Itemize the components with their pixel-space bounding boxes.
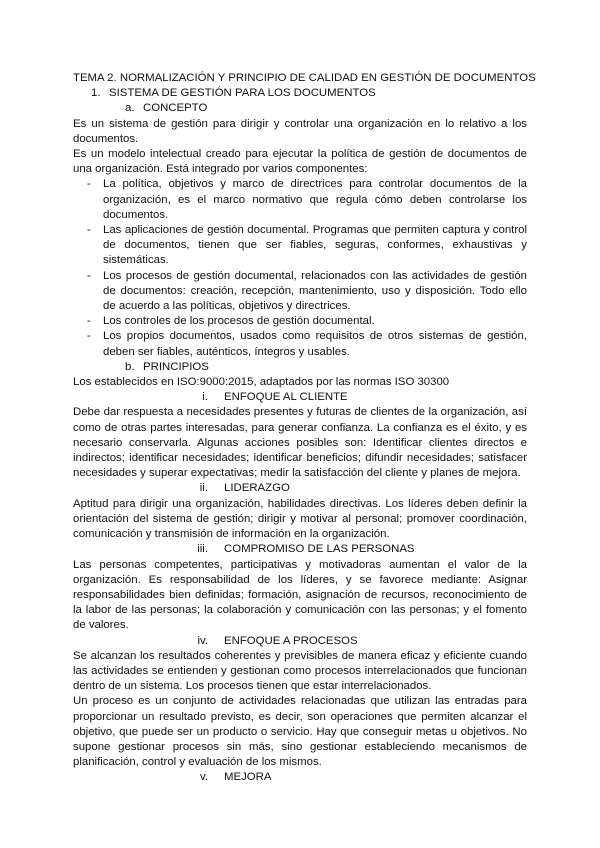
principle-heading xyxy=(153,481,527,496)
principle-number: ii. xyxy=(199,482,208,495)
section-heading xyxy=(91,86,527,101)
paragraph: Un proceso es un conjunto de actividades relacionadas que utilizan las entradas para proporcionar un resultado previsto, es decir, son operaciones que permiten alcanzar el objetivo, que puede ser un producto o servicio. Hay que conseguir metas u objetivos. No supone gestionar procesos sin más, sino gestionar estableciendo mecanismos de planificación, control y evaluación de los mismos. xyxy=(73,695,527,769)
subsection-number: a. xyxy=(125,102,135,115)
principle-label: ENFOQUE AL CLIENTE xyxy=(224,391,348,404)
list-item: - Las aplicaciones de gestión documental. Programas que permiten captura y control de documentos, tienen que ser fiables, seguras, conformes, exhaustivas y sistemáticas. xyxy=(103,223,527,269)
subsection-number: b. xyxy=(125,360,135,373)
paragraph: Aptitud para dirigir una organización, habilidades directivas. Los líderes deben definir la orientación del sistema de gestión; dirigir y motivar al personal; promover coordinación, comunicación y transmisión de información en la organización. xyxy=(73,497,527,541)
components-list xyxy=(73,177,527,359)
principle-label: COMPROMISO DE LAS PERSONAS xyxy=(224,543,415,556)
paragraph: Las personas competentes, participativas y motivadoras aumentan el valor de la organización. Es responsabilidad de los líderes, y se favorece mediante: Asignar responsabilidades bien definidas; formación, asignación de recursos, reconocimiento de la labor de las personas; la colaboración y comunicación con las personas; y el fomento de valores. xyxy=(73,558,527,632)
paragraph: Es un modelo intelectual creado para ejecutar la política de gestión de documentos de una organización. Está integrado por varios componentes: xyxy=(73,148,527,176)
principle-number: v. xyxy=(199,771,208,784)
principle-number: iv. xyxy=(197,634,208,647)
list-item: - Los controles de los procesos de gestión documental. xyxy=(103,314,527,329)
paragraph: Debe dar respuesta a necesidades presentes y futuras de clientes de la organización, así como de otras partes interesadas, para generar confianza. La confianza es el éxito, y es necesario conservarla. Algunas acciones posibles son: Identificar clientes directos e indirectos; identificar necesidades; identificar beneficios; difundir necesidades; satisfacer necesidades y superar expectativas; medir la satisfacción del cliente y planes de mejora. xyxy=(73,406,527,480)
principle-heading xyxy=(153,542,527,557)
principle-number: i. xyxy=(202,391,208,404)
principle-label: MEJORA xyxy=(224,771,272,784)
list-item: - Los procesos de gestión documental, relacionados con las actividades de gestión de documentos: creación, recepción, mantenimiento, uso y disposición. Todo ello de acuerdo a las políticas, objetivos y directrices. xyxy=(103,269,527,315)
document-title: TEMA 2. NORMALIZACIÓN Y PRINCIPIO DE CALIDAD EN GESTIÓN DE DOCUMENTOS xyxy=(73,72,536,84)
principle-heading xyxy=(153,634,527,649)
principle-heading xyxy=(153,770,527,785)
principle-number: iii. xyxy=(197,543,208,556)
paragraph: Los establecidos en ISO:9000:2015, adaptados por las normas ISO 30300 xyxy=(73,376,450,389)
subsection-principios-heading xyxy=(125,360,527,375)
subsection-label: PRINCIPIOS xyxy=(143,360,209,373)
section-label: SISTEMA DE GESTIÓN PARA LOS DOCUMENTOS xyxy=(109,87,376,100)
section-number: 1. xyxy=(91,87,101,100)
paragraph: Se alcanzan los resultados coherentes y previsibles de manera eficaz y eficiente cuando las actividades se entienden y gestionan como procesos interrelacionados que funcionan dentro de un sistema. Los procesos tienen que estar interrelacionados. xyxy=(73,649,527,693)
principle-label: ENFOQUE A PROCESOS xyxy=(224,634,358,647)
principle-label: LIDERAZGO xyxy=(224,482,290,495)
list-item: - Los propios documentos, usados como requisitos de otros sistemas de gestión, deben ser fiables, auténticos, íntegros y usables. xyxy=(103,329,527,359)
list-item: - La política, objetivos y marco de directrices para controlar documentos de la organización, es el marco normativo que regula cómo deben controlarse los documentos. xyxy=(103,177,527,223)
paragraph: Es un sistema de gestión para dirigir y controlar una organización en lo relativo a los documentos. xyxy=(73,117,527,145)
subsection-concepto-heading xyxy=(125,101,527,116)
subsection-label: CONCEPTO xyxy=(143,102,208,115)
principle-heading xyxy=(153,390,527,405)
